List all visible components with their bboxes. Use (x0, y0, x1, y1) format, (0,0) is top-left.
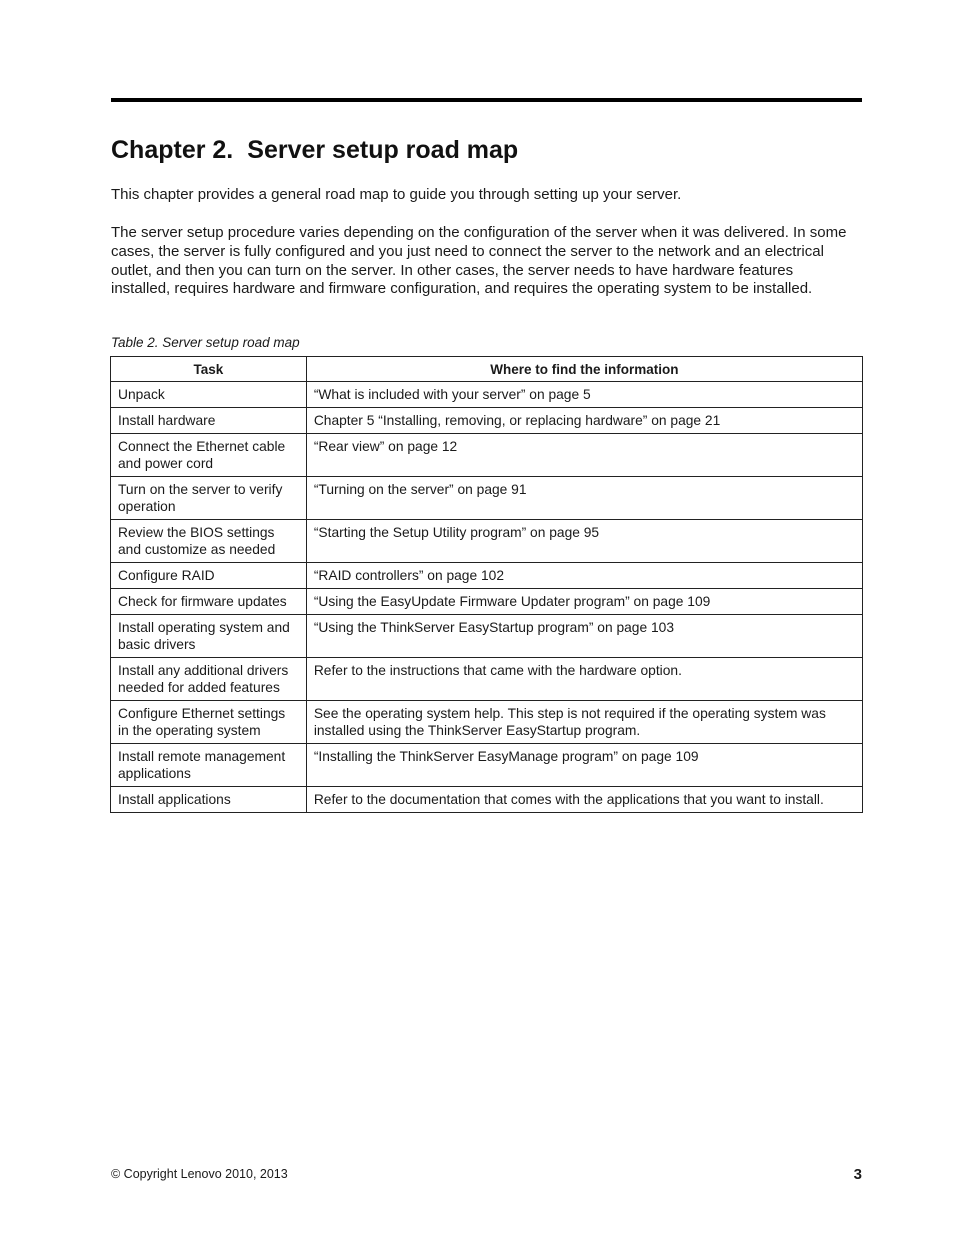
task-cell: Configure RAID (111, 563, 307, 589)
table-row (111, 658, 863, 701)
info-cell: Chapter 5 “Installing, removing, or replacing hardware” on page 21 (306, 408, 862, 434)
table-row (111, 701, 863, 744)
table-row (111, 382, 863, 408)
table-row (111, 615, 863, 658)
info-cell: “Using the ThinkServer EasyStartup program” on page 103 (306, 615, 862, 658)
chapter-name: Server setup road map (247, 136, 519, 164)
task-cell: Check for firmware updates (111, 589, 307, 615)
chapter-label: Chapter 2. (111, 136, 234, 164)
info-cell: “RAID controllers” on page 102 (306, 563, 862, 589)
task-cell: Install applications (111, 787, 307, 813)
info-cell: “Installing the ThinkServer EasyManage program” on page 109 (306, 744, 862, 787)
info-cell: “Using the EasyUpdate Firmware Updater program” on page 109 (306, 589, 862, 615)
info-cell: Refer to the documentation that comes with the applications that you want to install. (306, 787, 862, 813)
table-row (111, 434, 863, 477)
table-row (111, 744, 863, 787)
table-caption: Table 2. Server setup road map (111, 335, 300, 350)
table-row (111, 520, 863, 563)
table-row (111, 563, 863, 589)
body-paragraph: The server setup procedure varies depending on the configuration of the server when it was delivered. In some cases, the server is fully configured and you just need to connect the server to the network and an electrical outlet, and then you can turn on the server. In other cases, the server needs to have hardware features installed, requires hardware and firmware configuration, and requires the operating system to be installed. (111, 224, 847, 298)
header-task: Task (111, 357, 307, 382)
copyright-notice: © Copyright Lenovo 2010, 2013 (111, 1167, 288, 1181)
info-cell: “Turning on the server” on page 91 (306, 477, 862, 520)
task-cell: Install any additional drivers needed for added features (111, 658, 307, 701)
task-cell: Unpack (111, 382, 307, 408)
page-number: 3 (853, 1166, 862, 1183)
chapter-title (111, 133, 518, 167)
chapter-top-rule (111, 98, 862, 102)
setup-roadmap-table (110, 356, 863, 813)
table-row (111, 477, 863, 520)
task-cell: Review the BIOS settings and customize as needed (111, 520, 307, 563)
task-cell: Install remote management applications (111, 744, 307, 787)
info-cell: “What is included with your server” on page 5 (306, 382, 862, 408)
info-cell: Refer to the instructions that came with the hardware option. (306, 658, 862, 701)
info-cell: “Starting the Setup Utility program” on page 95 (306, 520, 862, 563)
table-row (111, 787, 863, 813)
header-where: Where to find the information (306, 357, 862, 382)
table-header-row (111, 357, 863, 382)
task-cell: Turn on the server to verify operation (111, 477, 307, 520)
info-cell: See the operating system help. This step is not required if the operating system was installed using the ThinkServer EasyStartup program. (306, 701, 862, 744)
intro-paragraph: This chapter provides a general road map to guide you through setting up your server. (111, 186, 682, 203)
task-cell: Install hardware (111, 408, 307, 434)
table-row (111, 589, 863, 615)
task-cell: Connect the Ethernet cable and power cord (111, 434, 307, 477)
task-cell: Install operating system and basic drivers (111, 615, 307, 658)
task-cell: Configure Ethernet settings in the operating system (111, 701, 307, 744)
info-cell: “Rear view” on page 12 (306, 434, 862, 477)
table-row (111, 408, 863, 434)
